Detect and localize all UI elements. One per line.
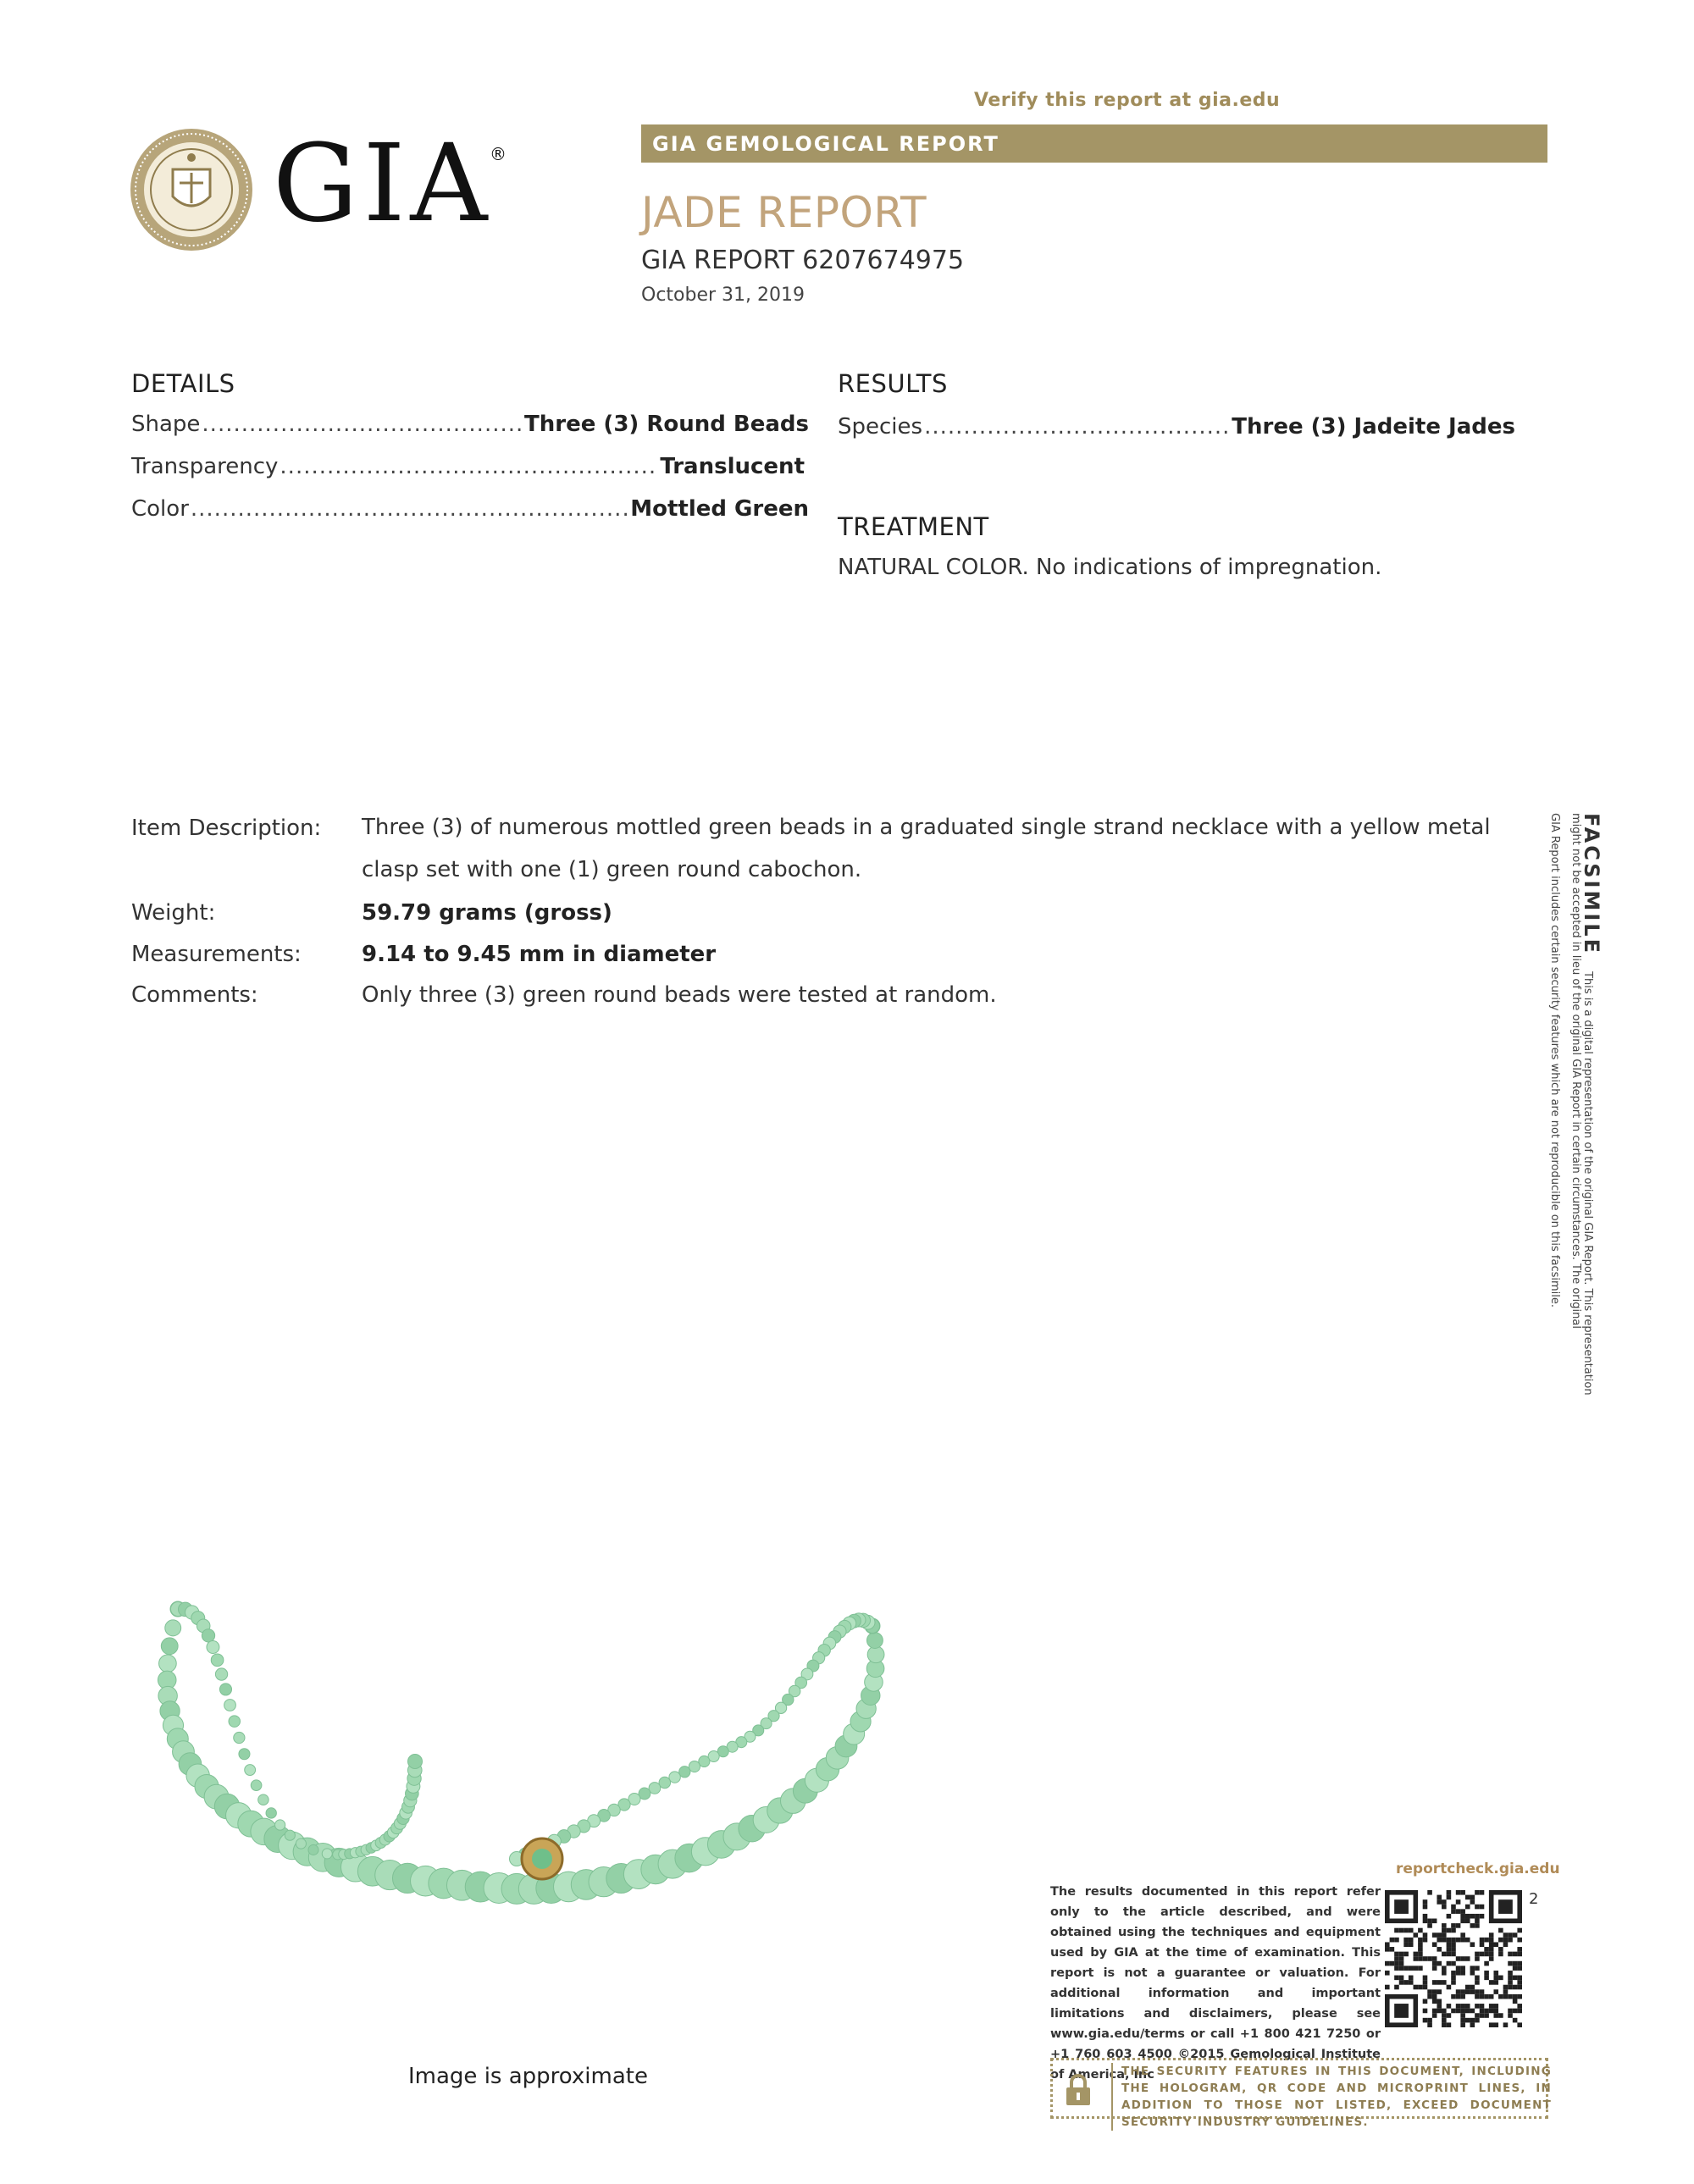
bead [285, 1830, 295, 1840]
bead [161, 1638, 178, 1655]
bead [165, 1620, 181, 1636]
gia-seal-icon [129, 127, 254, 252]
bead [207, 1641, 219, 1654]
facsimile-note-line: GIA Report includes certain security features which are not reproducible on this facsimile. [1548, 813, 1561, 1308]
bead [239, 1749, 250, 1760]
bead [866, 1633, 883, 1649]
report-type-label: GIA GEMOLOGICAL REPORT [652, 132, 999, 156]
facsimile-note-line: This is a digital representation of the original GIA Report. This representation [1581, 971, 1594, 1396]
verify-link[interactable]: Verify this report at gia.edu [974, 90, 1281, 111]
results-heading: RESULTS [838, 369, 948, 398]
results-row-species [838, 414, 1515, 440]
details-row-shape [131, 412, 809, 437]
facsimile-title: FACSIMILE [1580, 813, 1603, 955]
leader-dots [202, 412, 523, 437]
cabochon [532, 1849, 552, 1869]
bead [234, 1732, 245, 1743]
details-value: Mottled Green [630, 496, 809, 522]
bead [275, 1820, 285, 1830]
bead [224, 1700, 236, 1711]
reportcheck-link[interactable]: reportcheck.gia.edu [1396, 1861, 1560, 1877]
bead [266, 1808, 276, 1818]
bead [659, 1777, 671, 1789]
leader-dots [924, 414, 1230, 440]
page-number: 2 [1529, 1890, 1539, 1908]
details-value: Translucent [660, 454, 805, 479]
details-label: Color [131, 496, 189, 522]
leader-dots [191, 496, 628, 522]
report-title: JADE REPORT [641, 188, 927, 237]
report-number: GIA REPORT 6207674975 [641, 246, 965, 275]
measurements-label: Measurements: [131, 942, 302, 967]
item-description-value: Three (3) of numerous mottled green beads in a graduated single strand necklace with a yellow metal clasp set with one (1) green round cabochon. [362, 815, 1491, 882]
bead [296, 1838, 306, 1849]
bead [211, 1654, 224, 1667]
details-row-transparency [131, 454, 805, 479]
bead [669, 1772, 680, 1783]
image-caption: Image is approximate [408, 2064, 648, 2089]
bead [159, 1655, 177, 1673]
results-value: Three (3) Jadeite Jades [1232, 414, 1515, 440]
security-notice: THE SECURITY FEATURES IN THIS DOCUMENT, INCLUDING THE HOLOGRAM, QR CODE AND MICROPRINT LINES, IN ADDITION TO THOSE NOT LISTED, EXCEED DOCUMENT SECURITY INDUSTRY GUIDELINES. [1111, 2063, 1552, 2131]
bead [408, 1755, 423, 1769]
details-row-color [131, 496, 809, 522]
weight-value: 59.79 grams (gross) [362, 900, 612, 926]
bead [251, 1780, 262, 1791]
item-description-label: Item Description: [131, 816, 322, 841]
necklace-image [144, 1575, 906, 1965]
bead [308, 1844, 318, 1855]
details-value: Three (3) Round Beads [524, 412, 809, 437]
registered-mark: ® [490, 144, 507, 164]
treatment-heading: TREATMENT [838, 512, 989, 541]
details-label: Transparency [131, 454, 279, 479]
bead [202, 1629, 214, 1642]
leader-dots [280, 454, 658, 479]
treatment-text: NATURAL COLOR. No indications of impregnation. [838, 555, 1382, 580]
results-label: Species [838, 414, 923, 440]
facsimile-note-line: might not be accepted in lieu of the original GIA Report in certain circumstances. The original [1569, 813, 1582, 1329]
bead [245, 1765, 256, 1776]
weight-label: Weight: [131, 900, 216, 926]
disclaimer-text: The results documented in this report refer only to the article described, and were obtained using the techniques and equipment used by GIA at the time of examination. This report is not a guarantee or valuation. For additional information and important limitations and disclaimers, please see www.gia.edu/terms or call +1 800 421 7250 or +1 760 603 4500 ©2015 Gemological Institute of America, Inc [1050, 1885, 1381, 2082]
bead [322, 1849, 332, 1859]
bead [215, 1668, 227, 1680]
details-heading: DETAILS [131, 369, 235, 398]
bead [689, 1761, 700, 1772]
bead [258, 1794, 269, 1805]
lock-icon [1064, 2073, 1093, 2107]
bead [679, 1767, 690, 1778]
comments-label: Comments: [131, 982, 258, 1008]
details-label: Shape [131, 412, 201, 437]
bead [219, 1684, 231, 1695]
facsimile-block [1580, 813, 1603, 1396]
gia-logo: GIA [273, 121, 493, 246]
report-date: October 31, 2019 [641, 285, 805, 306]
qr-code-icon[interactable] [1385, 1890, 1522, 2027]
comments-value: Only three (3) green round beads were tested at random. [362, 982, 997, 1008]
bead [229, 1716, 241, 1728]
measurements-value: 9.14 to 9.45 mm in diameter [362, 942, 717, 967]
